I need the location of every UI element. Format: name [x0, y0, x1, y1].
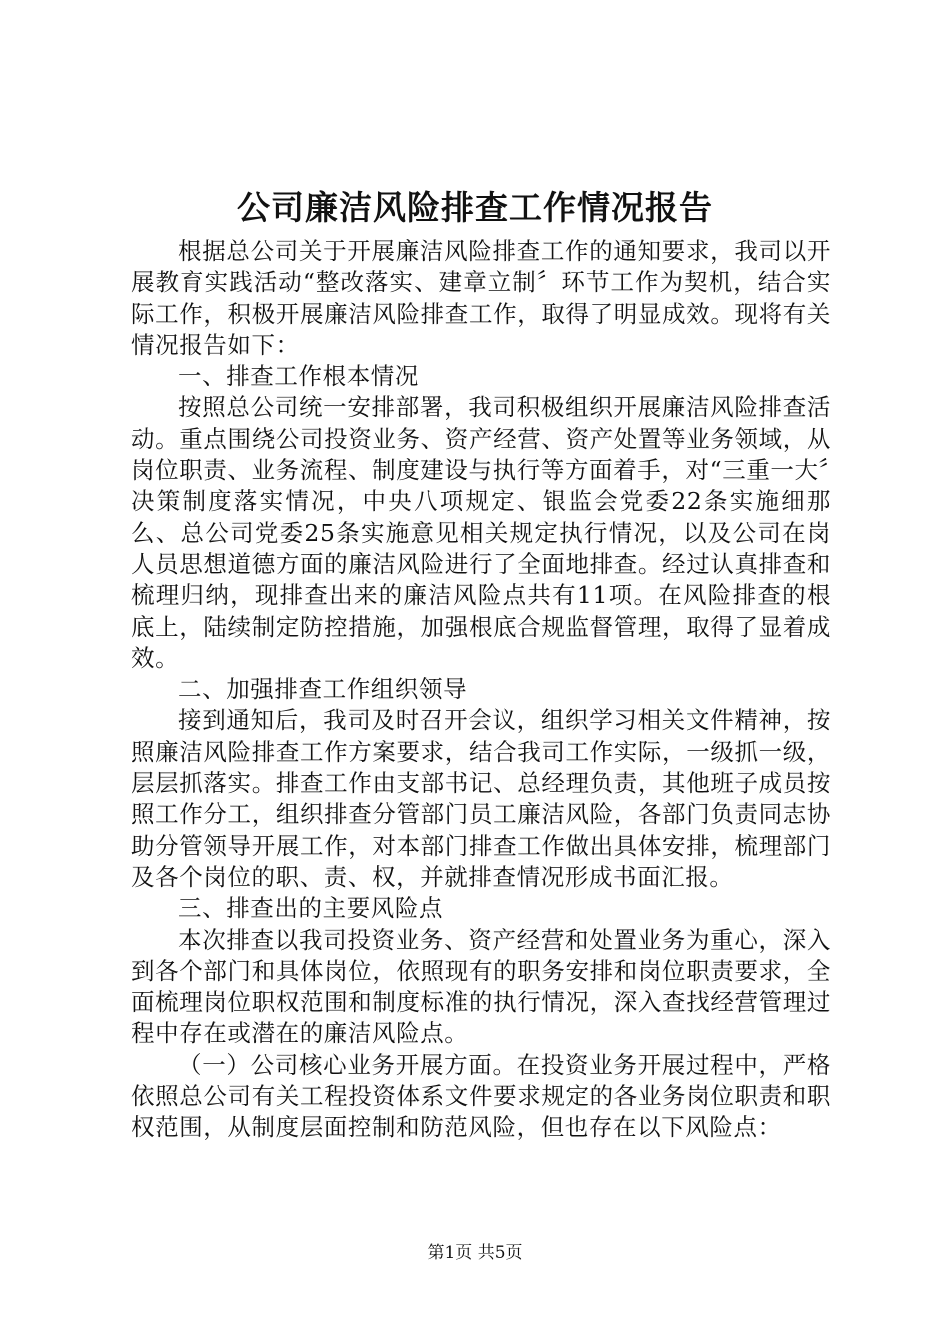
paragraph-subsection-1: （一）公司核心业务开展方面。在投资业务开展过程中，严格依照总公司有关工程投资体系文件要求规定的各业务岗位职责和职权范围，从制度层面控制和防范风险，但也存在以下风险点： — [131, 1050, 831, 1142]
section-heading-1: 一、排查工作根本情况 — [178, 362, 419, 391]
paragraph-intro: 根据总公司关于开展廉洁风险排查工作的通知要求，我司以开展教育实践活动“整改落实、建章立制〞环节工作为契机，结合实际工作，积极开展廉洁风险排查工作，取得了明显成效。现将有关情况报告如下： — [131, 237, 831, 359]
document-title: 公司廉洁风险排查工作情况报告 — [237, 188, 713, 227]
paragraph-section-3: 本次排查以我司投资业务、资产经营和处置业务为重心，深入到各个部门和具体岗位，依照现有的职务安排和岗位职责要求，全面梳理岗位职权范围和制度标准的执行情况，深入查找经营管理过程中存在或潜在的廉洁风险点。 — [131, 925, 831, 1048]
paragraph-section-2: 接到通知后，我司及时召开会议，组织学习相关文件精神，按照廉洁风险排查工作方案要求，结合我司工作实际，一级抓一级，层层抓落实。排查工作由支部书记、总经理负责，其他班子成员按照工作分工，组织排查分管部门员工廉洁风险，各部门负责同志协助分管领导开展工作，对本部门排查工作做出具体安排，梳理部门及各个岗位的职、责、权，并就排查情况形成书面汇报。 — [131, 706, 831, 891]
page-footer: 第1页 共5页 — [427, 1243, 523, 1263]
paragraph-section-1: 按照总公司统一安排部署，我司积极组织开展廉洁风险排查活动。重点围绕公司投资业务、资产经营、资产处置等业务领域，从岗位职责、业务流程、制度建设与执行等方面着手，对“三重一大〞决策制度落实情况，中央八项规定、银监会党委22条实施细那么、总公司党委25条实施意见相关规定执行情况，以及公司在岗人员思想道德方面的廉洁风险进行了全面地排查。经过认真排查和梳理归纳，现排查出来的廉洁风险点共有11项。在风险排查的根底上，陆续制定防控措施，加强根底合规监督管理，取得了显着成效。 — [131, 393, 831, 672]
section-heading-3: 三、排查出的主要风险点 — [178, 894, 444, 923]
section-heading-2: 二、加强排查工作组织领导 — [178, 675, 468, 704]
document-body — [131, 236, 831, 1144]
